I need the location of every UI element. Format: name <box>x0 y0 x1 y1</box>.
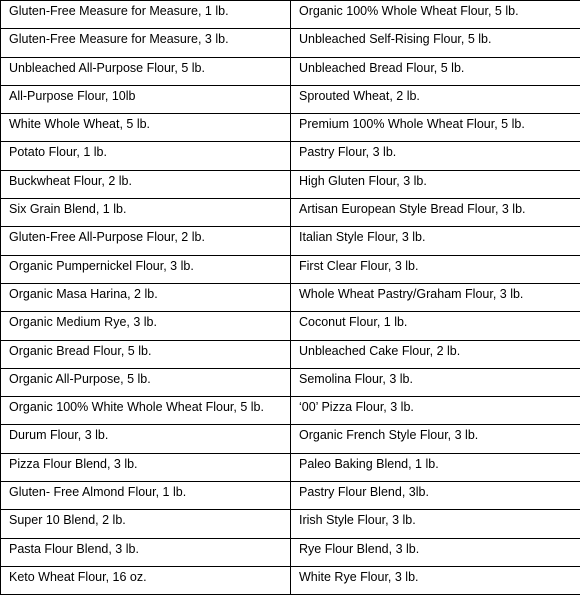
table-row <box>1 255 580 283</box>
table-cell-right: Rye Flour Blend, 3 lb. <box>291 538 580 566</box>
table-cell-right: Artisan European Style Bread Flour, 3 lb. <box>291 199 580 227</box>
table-row <box>1 510 580 538</box>
table-row <box>1 57 580 85</box>
table-row <box>1 199 580 227</box>
table-cell-left: Gluten-Free Measure for Measure, 3 lb. <box>1 29 291 57</box>
table-cell-right: ‘00’ Pizza Flour, 3 lb. <box>291 397 580 425</box>
table-cell-right: Semolina Flour, 3 lb. <box>291 368 580 396</box>
table-row <box>1 566 580 594</box>
table-cell-left: Durum Flour, 3 lb. <box>1 425 291 453</box>
table-cell-right: Unbleached Cake Flour, 2 lb. <box>291 340 580 368</box>
table-cell-left: Buckwheat Flour, 2 lb. <box>1 170 291 198</box>
table-row <box>1 397 580 425</box>
table-cell-right: High Gluten Flour, 3 lb. <box>291 170 580 198</box>
table-row <box>1 170 580 198</box>
table-cell-right: Unbleached Bread Flour, 5 lb. <box>291 57 580 85</box>
table-cell-right: Pastry Flour Blend, 3lb. <box>291 482 580 510</box>
table-body <box>1 1 580 595</box>
table-cell-left: Pasta Flour Blend, 3 lb. <box>1 538 291 566</box>
table-row <box>1 1 580 29</box>
table-cell-left: White Whole Wheat, 5 lb. <box>1 114 291 142</box>
table-cell-left: Organic Pumpernickel Flour, 3 lb. <box>1 255 291 283</box>
table-cell-right: Sprouted Wheat, 2 lb. <box>291 85 580 113</box>
table-cell-right: White Rye Flour, 3 lb. <box>291 566 580 594</box>
table-cell-right: Whole Wheat Pastry/Graham Flour, 3 lb. <box>291 283 580 311</box>
table-cell-left: Pizza Flour Blend, 3 lb. <box>1 453 291 481</box>
table-row <box>1 29 580 57</box>
table-cell-right: Coconut Flour, 1 lb. <box>291 312 580 340</box>
table-cell-right: Irish Style Flour, 3 lb. <box>291 510 580 538</box>
table-row <box>1 425 580 453</box>
table-cell-left: All-Purpose Flour, 10lb <box>1 85 291 113</box>
table-row <box>1 283 580 311</box>
table-cell-left: Organic 100% White Whole Wheat Flour, 5 lb. <box>1 397 291 425</box>
table-cell-right: First Clear Flour, 3 lb. <box>291 255 580 283</box>
table-cell-right: Pastry Flour, 3 lb. <box>291 142 580 170</box>
table-cell-left: Organic Masa Harina, 2 lb. <box>1 283 291 311</box>
table-cell-left: Six Grain Blend, 1 lb. <box>1 199 291 227</box>
table-row <box>1 482 580 510</box>
table-cell-left: Potato Flour, 1 lb. <box>1 142 291 170</box>
table-row <box>1 114 580 142</box>
table-row <box>1 340 580 368</box>
table-cell-right: Unbleached Self-Rising Flour, 5 lb. <box>291 29 580 57</box>
table-cell-left: Organic Medium Rye, 3 lb. <box>1 312 291 340</box>
table-cell-right: Italian Style Flour, 3 lb. <box>291 227 580 255</box>
table-cell-left: Organic All-Purpose, 5 lb. <box>1 368 291 396</box>
table-cell-left: Gluten-Free Measure for Measure, 1 lb. <box>1 1 291 29</box>
table-cell-right: Premium 100% Whole Wheat Flour, 5 lb. <box>291 114 580 142</box>
table-row <box>1 85 580 113</box>
table-row <box>1 227 580 255</box>
table-cell-left: Gluten- Free Almond Flour, 1 lb. <box>1 482 291 510</box>
table-cell-left: Organic Bread Flour, 5 lb. <box>1 340 291 368</box>
table-row <box>1 538 580 566</box>
table-row <box>1 142 580 170</box>
table-cell-right: Organic 100% Whole Wheat Flour, 5 lb. <box>291 1 580 29</box>
table-cell-right: Paleo Baking Blend, 1 lb. <box>291 453 580 481</box>
table-row <box>1 312 580 340</box>
table-cell-left: Keto Wheat Flour, 16 oz. <box>1 566 291 594</box>
table-cell-left: Gluten-Free All-Purpose Flour, 2 lb. <box>1 227 291 255</box>
table-cell-left: Super 10 Blend, 2 lb. <box>1 510 291 538</box>
table-row <box>1 368 580 396</box>
table-row <box>1 453 580 481</box>
table-cell-left: Unbleached All-Purpose Flour, 5 lb. <box>1 57 291 85</box>
table-cell-right: Organic French Style Flour, 3 lb. <box>291 425 580 453</box>
